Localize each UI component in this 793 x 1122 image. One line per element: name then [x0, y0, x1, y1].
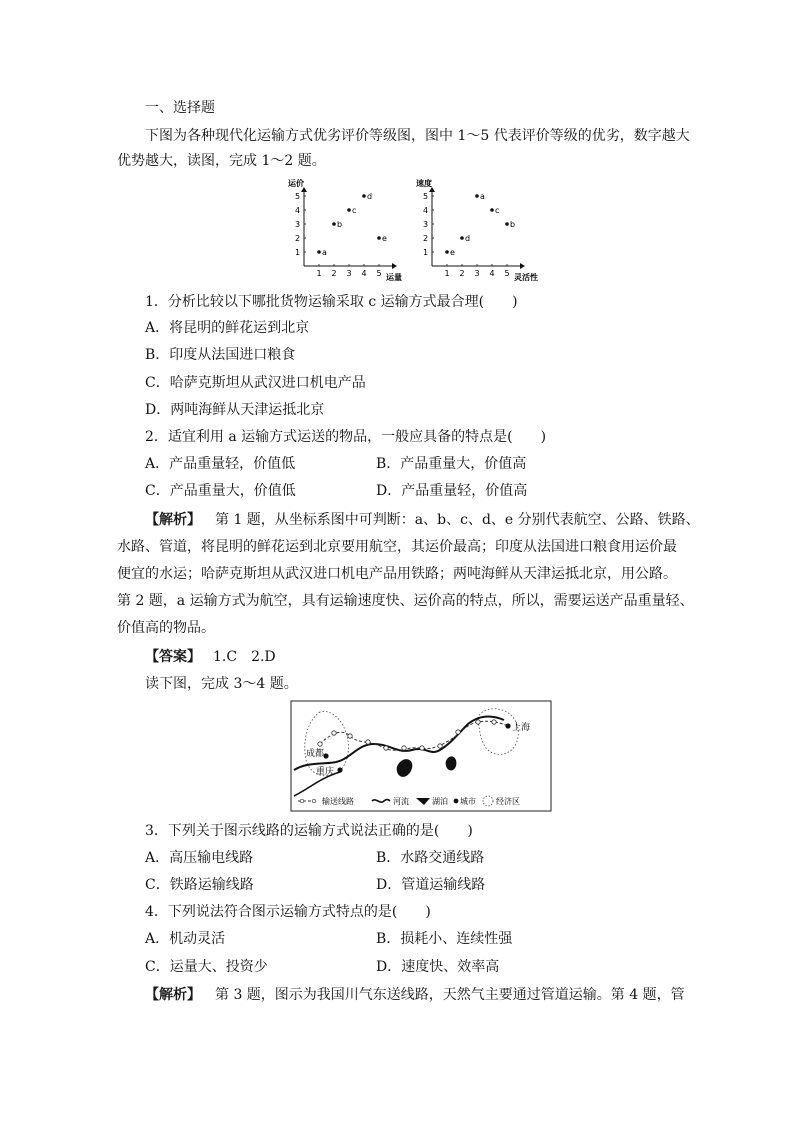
chart-1-point-d — [362, 194, 366, 198]
q3-option-a: A．高压输电线路 — [145, 850, 254, 866]
analysis-1-line-5: 价值高的物品。 — [117, 620, 215, 636]
analysis-1-text-1: 第 1 题，从坐标系图中可判断：a、b、c、d、e 分别代表航空、公路、铁路、 — [215, 512, 700, 528]
q3-option-b: B．水路交通线路 — [376, 850, 485, 866]
chart-2-xtick: 1 — [444, 269, 450, 278]
analysis-1-line-4: 第 2 题，a 运输方式为航空，具有运输速度快、运价高的特点，所以，需要运送产品重量轻、 — [117, 593, 694, 609]
chart-2-point-d — [460, 236, 464, 240]
chart-1-point-label-c: c — [352, 206, 357, 215]
city-label-chongqing: 重庆 — [316, 767, 335, 777]
chart-2-ytick: 5 — [423, 192, 429, 201]
q4-option-b: B．损耗小、连续性强 — [376, 931, 513, 947]
answer-tag: 【答案】 — [145, 649, 201, 665]
chart-1-xtick: 1 — [316, 269, 322, 278]
city-dot-chengdu — [323, 753, 328, 758]
chart-1-ytick: 1 — [295, 248, 301, 257]
map-legend — [298, 796, 520, 806]
q2-option-c: C．产品重量大，价值低 — [145, 483, 296, 499]
chart-2-point-label-c: c — [495, 206, 500, 215]
chart-1-point-c — [347, 208, 351, 212]
q2-option-a: A．产品重量轻，价值低 — [145, 456, 296, 472]
chart-2-xlabel: 灵活性 — [514, 273, 538, 282]
chart-1-xtick: 3 — [346, 269, 352, 278]
chart-2-point-label-b: b — [510, 220, 516, 229]
chart-2-ytick: 2 — [423, 234, 429, 243]
chart-1-ytick: 5 — [295, 192, 301, 201]
intro-line-1: 下图为各种现代化运输方式优劣评价等级图，图中 1～5 代表评价等级的优劣，数字越大 — [145, 128, 690, 144]
q1-option-b: B．印度从法国进口粮食 — [145, 347, 296, 363]
chart-2-point-label-d: d — [465, 234, 471, 243]
read-map-instruction: 读下图，完成 3～4 题。 — [145, 676, 298, 692]
gas-pipeline-map — [290, 700, 552, 812]
chart-2-ylabel: 速度 — [416, 179, 432, 188]
q3-option-c: C．铁路运输线路 — [145, 877, 254, 893]
analysis-2-tag: 【解析】 — [145, 987, 201, 1003]
chart-1-xlabel: 运量 — [386, 273, 402, 282]
q2-option-b: B．产品重量大，价值高 — [376, 456, 527, 472]
chart-2-ytick: 3 — [423, 220, 429, 229]
intro-line-2: 优势越大，读图，完成 1～2 题。 — [117, 153, 326, 169]
chart-2-xtick: 3 — [474, 269, 480, 278]
chart-1-xtick: 2 — [331, 269, 337, 278]
answer-1-line — [145, 647, 276, 667]
chart-1-ytick: 3 — [295, 220, 301, 229]
city-dot-chongqing — [337, 767, 342, 772]
city-label-chengdu: 成都 — [306, 749, 325, 759]
q1-option-a: A．将昆明的鲜花运到北京 — [145, 320, 310, 336]
evaluation-charts — [280, 176, 550, 282]
q4-stem: 4．下列说法符合图示运输方式特点的是( ) — [145, 904, 431, 920]
legend-zone: 经济区 — [496, 797, 520, 806]
section-title: 一、选择题 — [145, 100, 215, 116]
chart-1-point-e — [377, 236, 381, 240]
lake-dongting — [397, 759, 413, 777]
q1-option-d: D．两吨海鲜从天津运抵北京 — [145, 402, 325, 418]
chart-1-point-label-d: d — [367, 192, 373, 201]
map-frame — [291, 701, 551, 811]
chart-1-ytick: 2 — [295, 234, 301, 243]
legend-river: 河流 — [393, 797, 409, 806]
legend-city: 城市 — [460, 797, 476, 806]
analysis-1-line-2: 水路、管道，将昆明的鲜花运到北京要用航空，其运价最高；印度从法国进口粮食用运价最 — [117, 539, 677, 555]
city-dot-shanghai — [505, 723, 510, 728]
chart-2-point-label-a: a — [480, 192, 485, 201]
chart-2-x-arrow — [520, 263, 525, 269]
chart-2-point-b — [505, 222, 509, 226]
q3-option-d: D．管道运输线路 — [376, 877, 486, 893]
chart-1-point-a — [317, 250, 321, 254]
chart-1-point-label-b: b — [337, 220, 343, 229]
yangtze-river — [294, 717, 504, 770]
chart-2-xtick: 5 — [504, 269, 510, 278]
chart-2-point-a — [475, 194, 479, 198]
chart-2-point-label-e: e — [450, 248, 455, 257]
q1-option-c: C．哈萨克斯坦从武汉进口机电产品 — [145, 375, 366, 391]
chart-1-xtick: 5 — [376, 269, 382, 278]
analysis-1-line-3: 便宜的水运；哈萨克斯坦从武汉进口机电产品用铁路；两吨海鲜从天津运抵北京，用公路。 — [117, 566, 677, 582]
q2-option-d: D．产品重量轻，价值高 — [376, 483, 528, 499]
q3-stem: 3．下列关于图示线路的运输方式说法正确的是( ) — [145, 823, 473, 839]
analysis-2-line-1 — [145, 985, 685, 1005]
chart-2-point-e — [445, 250, 449, 254]
q1-stem: 1．分析比较以下哪批货物运输采取 c 运输方式最合理( ) — [145, 294, 518, 310]
answer-1-text: 1.C 2.D — [213, 649, 276, 665]
chart-2-xtick: 4 — [489, 269, 495, 278]
chart-1-ytick: 4 — [295, 206, 301, 215]
chart-1-point-label-a: a — [322, 248, 327, 257]
q4-option-d: D．速度快、效率高 — [376, 959, 500, 975]
analysis-tag: 【解析】 — [145, 512, 201, 528]
chart-2-ytick: 4 — [423, 206, 429, 215]
q4-option-c: C．运量大、投资少 — [145, 959, 268, 975]
chart-1-point-label-e: e — [382, 234, 387, 243]
chart-1-ylabel: 运价 — [288, 179, 304, 188]
legend-route: 输送线路 — [322, 797, 354, 806]
lake-poyang — [446, 756, 457, 770]
analysis-2-text-1: 第 3 题，图示为我国川气东送线路，天然气主要通过管道运输。第 4 题，管 — [215, 987, 685, 1003]
pipeline-stations — [318, 720, 496, 750]
legend-lake: 湖泊 — [432, 797, 448, 806]
city-label-shanghai: 上海 — [512, 723, 531, 733]
chart-2-xtick: 2 — [459, 269, 465, 278]
chart-2-point-c — [490, 208, 494, 212]
chart-1-point-b — [332, 222, 336, 226]
q2-stem: 2．适宜利用 a 运输方式运送的物品，一般应具备的特点是( ) — [145, 429, 547, 445]
chart-1-xtick: 4 — [361, 269, 367, 278]
chart-1-x-arrow — [392, 263, 397, 269]
analysis-1-line-1 — [145, 510, 700, 530]
q4-option-a: A．机动灵活 — [145, 931, 226, 947]
chart-2-ytick: 1 — [423, 248, 429, 257]
